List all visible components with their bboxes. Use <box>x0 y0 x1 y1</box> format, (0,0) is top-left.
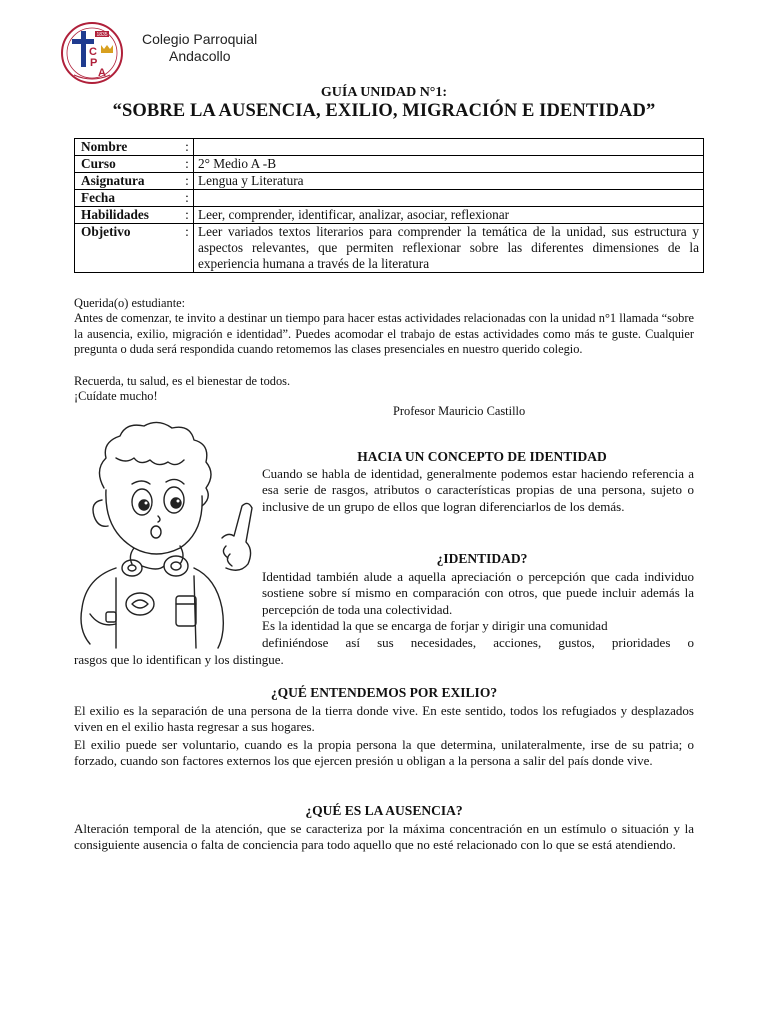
identity-paragraph-3-line2: definiéndose así sus necesidades, acciones, gustos, prioridades o <box>262 635 694 650</box>
table-row <box>75 156 704 173</box>
identity-question-heading: ¿IDENTIDAD? <box>436 551 528 566</box>
intro-greeting: Querida(o) estudiante: <box>74 296 186 310</box>
school-name <box>142 31 257 65</box>
guide-title: GUÍA UNIDAD N°1: <box>320 85 448 100</box>
row-separator: : <box>183 173 194 190</box>
course-value: 2° Medio A -B <box>194 156 704 173</box>
row-separator: : <box>183 156 194 173</box>
svg-text:C: C <box>89 46 97 58</box>
svg-text:P: P <box>90 57 98 69</box>
svg-text:1835: 1835 <box>96 32 108 38</box>
table-row <box>75 224 704 273</box>
skills-value: Leer, comprender, identificar, analizar, asociar, reflexionar <box>194 207 704 224</box>
row-separator: : <box>183 224 194 273</box>
row-separator: : <box>183 207 194 224</box>
teacher-signature: Profesor Mauricio Castillo <box>393 404 526 418</box>
school-name-line2: Andacollo <box>169 48 231 64</box>
date-field[interactable] <box>194 190 704 207</box>
table-row <box>75 190 704 207</box>
identity-paragraph-2: Identidad también alude a aquella apreciación o percepción que cada individuo sostiene sobre sí mismo en comparación con otros, que puede incluir además la percepción de toda una colectividad. <box>262 569 694 617</box>
identity-paragraph-3-line1: Es la identidad la que se encarga de forjar y dirigir una comunidad <box>262 618 608 633</box>
table-row <box>75 139 704 156</box>
identity-paragraph-3-line3: rasgos que lo identifican y los distingue. <box>74 652 284 667</box>
table-row <box>75 207 704 224</box>
subject-value: Lengua y Literatura <box>194 173 704 190</box>
school-crest-icon <box>60 21 124 85</box>
exile-paragraph-2: El exilio puede ser voluntario, cuando es la propia persona la que determina, unilateralmente, irse de su patria; o forzado, cuando son factores externos los que ejercen presión u obligan a la persona a salir del país donde vive. <box>74 737 694 769</box>
row-key: Asignatura <box>75 173 184 190</box>
row-key: Fecha <box>75 190 184 207</box>
row-key: Objetivo <box>75 224 184 273</box>
absence-paragraph: Alteración temporal de la atención, que se caracteriza por la máxima concentración en un estímulo o situación y la consiguiente ausencia o falta de conciencia para todo aquello que no esté relacionado con lo que se está atendiendo. <box>74 821 694 853</box>
table-row <box>75 173 704 190</box>
row-key: Habilidades <box>75 207 184 224</box>
name-field[interactable] <box>194 139 704 156</box>
identity-heading: HACIA UN CONCEPTO DE IDENTIDAD <box>357 449 607 464</box>
absence-heading: ¿QUÉ ES LA AUSENCIA? <box>305 803 463 818</box>
school-name-line1: Colegio Parroquial <box>142 31 258 47</box>
row-key: Nombre <box>75 139 184 156</box>
exile-paragraph-1: El exilio es la separación de una persona de la tierra donde vive. En este sentido, todos los refugiados y desplazados viven en el exilio hasta regresar a sus hogares. <box>74 703 694 735</box>
student-info-table <box>74 138 704 273</box>
identity-paragraph: Cuando se habla de identidad, generalmente podemos estar haciendo referencia a esa serie de rasgos, atributos o características propias de una persona, sujeto o inclusive de un grupo de ellos que logran diferenciarlos de los demás. <box>262 466 694 514</box>
intro-body: Antes de comenzar, te invito a destinar un tiempo para hacer estas actividades relacionadas con la unidad n°1 llamada “sobre la ausencia, exilio, migración e identidad”. Puedes acomodar el trabajo de estas actividades como más te guste. Cualquier pregunta o duda será respondida cuando retomemos las clases presenciales en nuestro querido colegio. <box>74 311 694 356</box>
row-separator: : <box>183 139 194 156</box>
row-separator: : <box>183 190 194 207</box>
row-key: Curso <box>75 156 184 173</box>
intro-care-line: ¡Cuídate mucho! <box>74 389 158 403</box>
guide-subtitle: “SOBRE LA AUSENCIA, EXILIO, MIGRACIÓN E IDENTIDAD” <box>112 101 656 121</box>
exile-heading: ¿QUÉ ENTENDEMOS POR EXILIO? <box>270 685 498 700</box>
intro-health-line: Recuerda, tu salud, es el bienestar de todos. <box>74 374 291 388</box>
svg-text:A: A <box>98 67 106 79</box>
objective-value: Leer variados textos literarios para comprender la temática de la unidad, sus estructura y aspectos relevantes, que permiten reflexionar sobre las diferentes dimensiones de la experiencia humana a través de la literatura <box>194 224 704 273</box>
cartoon-boy-pointing-icon <box>76 418 256 650</box>
